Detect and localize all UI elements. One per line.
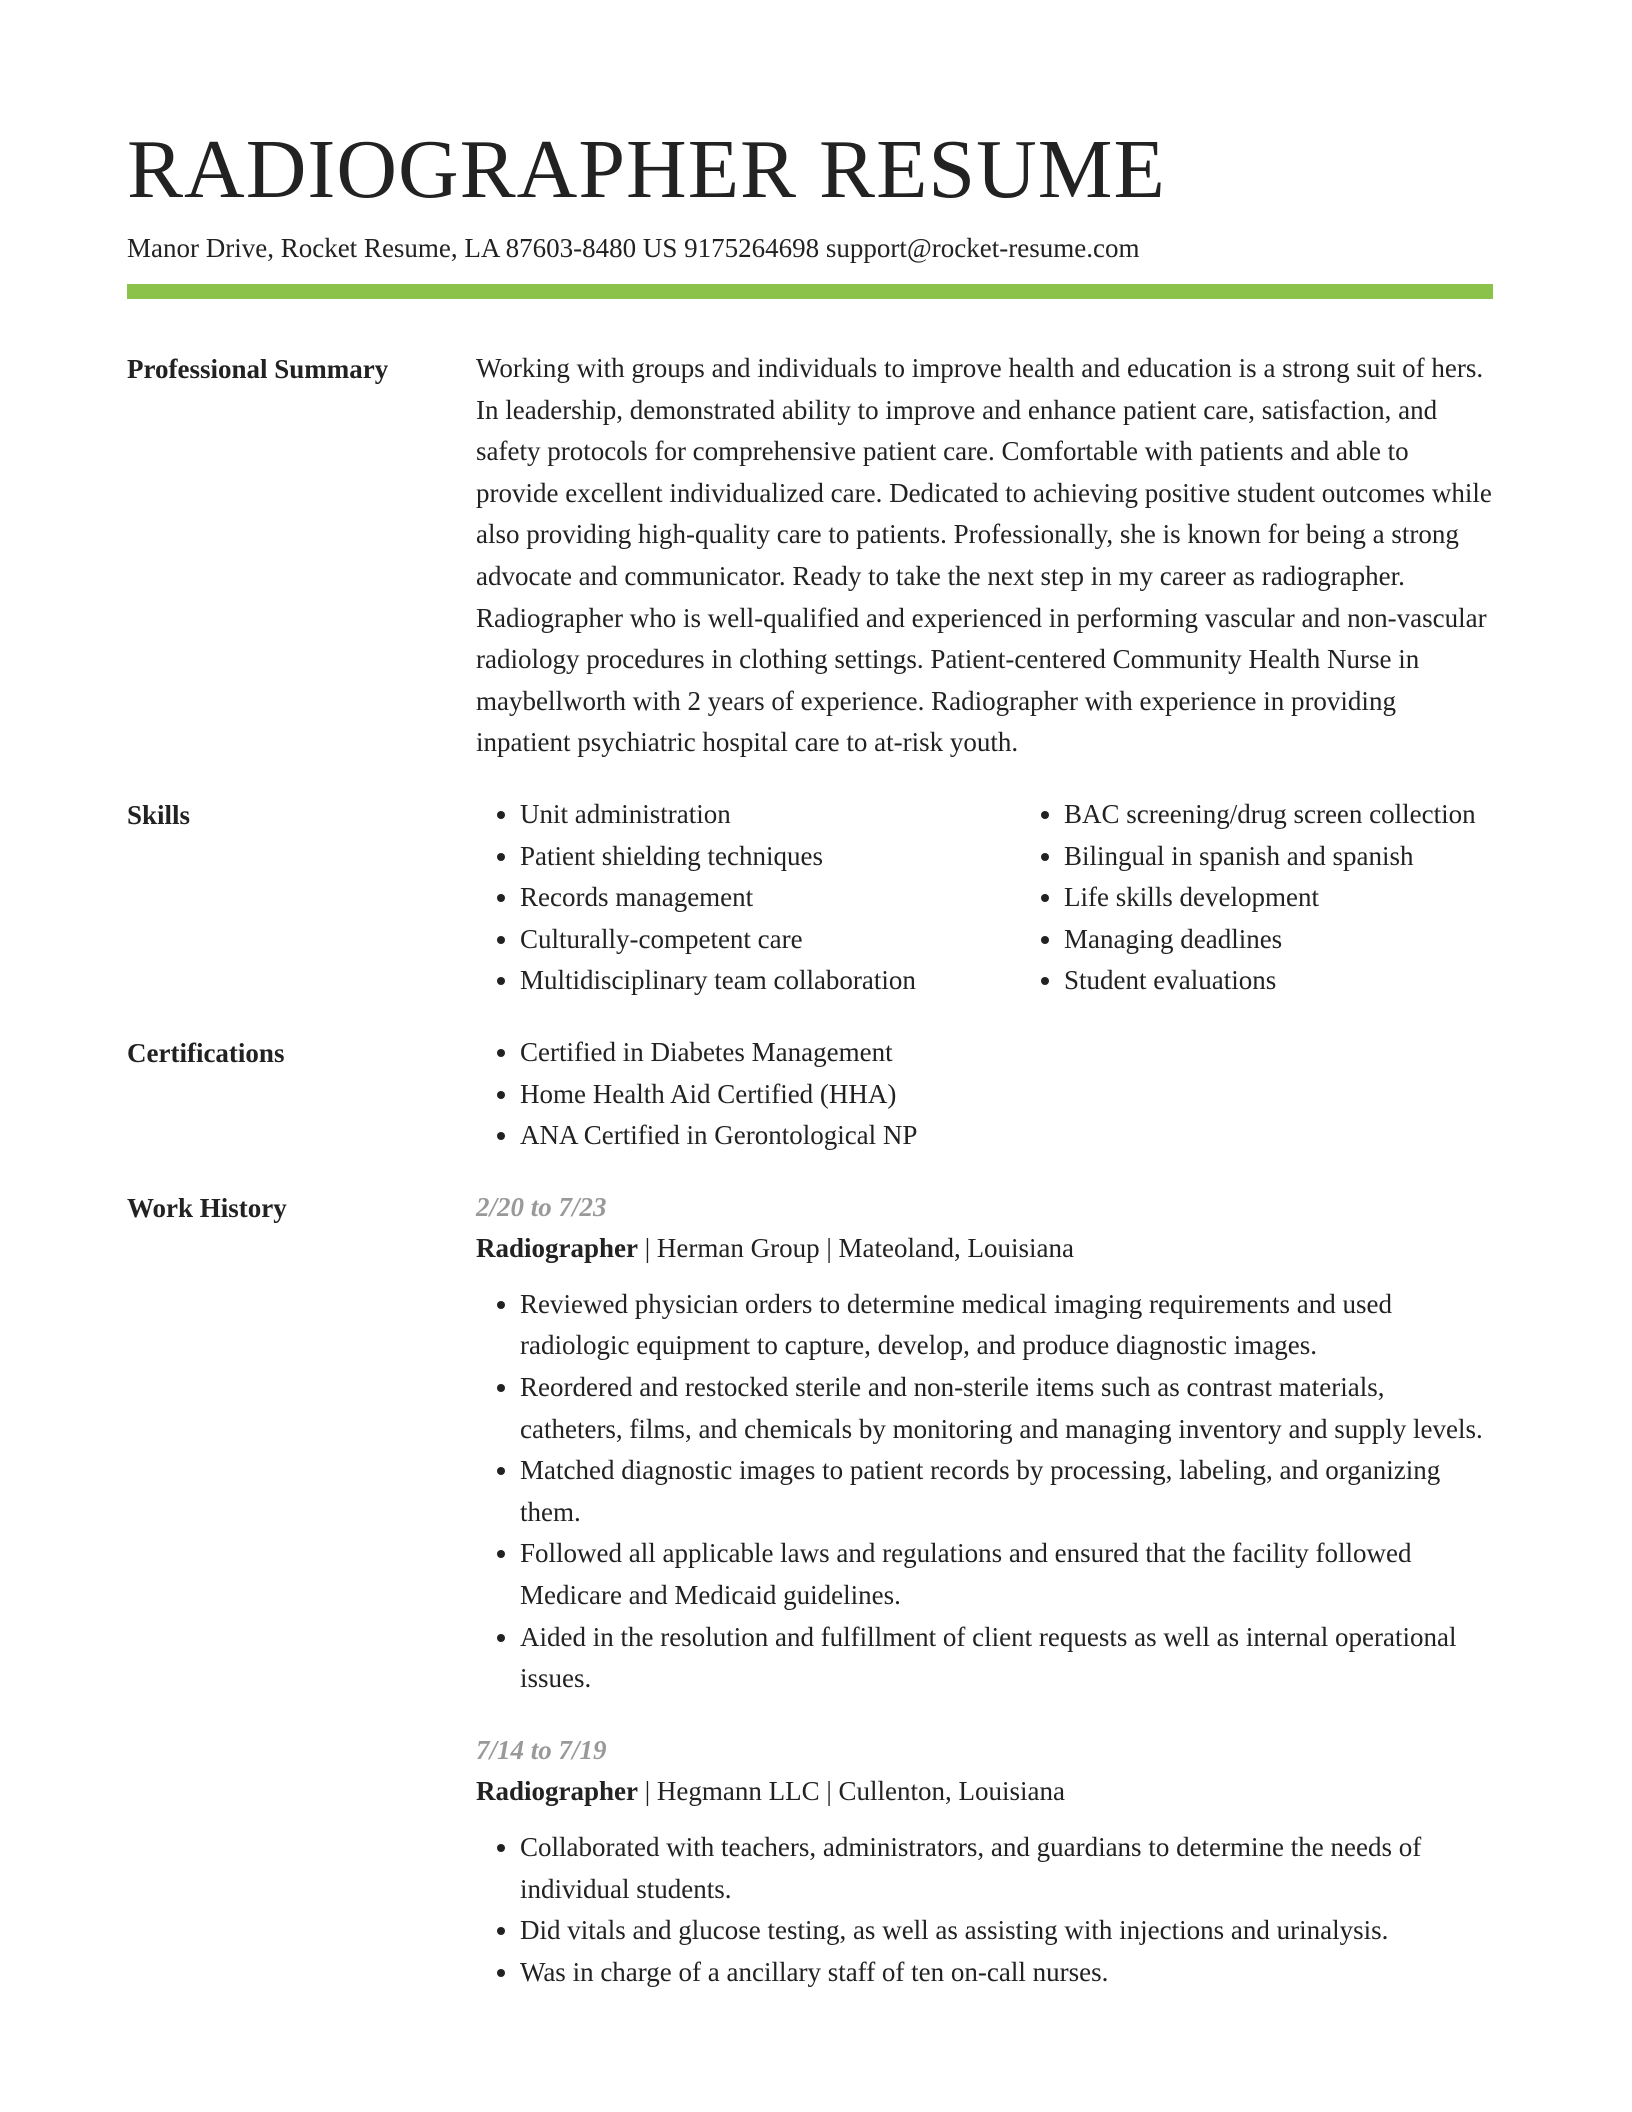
skills-body xyxy=(476,794,1493,1002)
job-bullet: • Aided in the resolution and fulfillment of client requests as well as internal operational issues. xyxy=(520,1617,1493,1700)
skills-section xyxy=(127,794,1493,1002)
job-bullet: • Followed all applicable laws and regulations and ensured that the facility followed Medicare and Medicaid guidelines. xyxy=(520,1533,1493,1616)
skill-item: • Culturally-competent care xyxy=(520,919,1020,961)
job-entry xyxy=(476,1187,1493,1700)
contact-line: Manor Drive, Rocket Resume, LA 87603-8480 US 9175264698 support@rocket-resume.com xyxy=(127,233,1140,263)
certification-item: • Certified in Diabetes Management xyxy=(520,1032,1493,1074)
skill-item: • Records management xyxy=(520,877,1020,919)
job-bullet: • Did vitals and glucose testing, as well as assisting with injections and urinalysis. xyxy=(520,1910,1493,1952)
job-bullet: • Reordered and restocked sterile and non-sterile items such as contrast materials, catheters, films, and chemicals by monitoring and managing inventory and supply levels. xyxy=(520,1367,1493,1450)
job-details: | Herman Group | Mateoland, Louisiana xyxy=(638,1233,1074,1264)
job-bullets xyxy=(476,1284,1493,1700)
job-bullet: • Collaborated with teachers, administrators, and guardians to determine the needs of individual students. xyxy=(520,1827,1493,1910)
skill-item: • BAC screening/drug screen collection xyxy=(1064,794,1493,836)
certifications-section xyxy=(127,1032,1493,1157)
work-history-body xyxy=(476,1187,1493,2024)
work-history-section xyxy=(127,1187,1493,2024)
skill-item: • Student evaluations xyxy=(1064,960,1493,1002)
work-history-label: Work History xyxy=(127,1192,287,1223)
skills-label: Skills xyxy=(127,799,191,830)
job-dates: 2/20 to 7/23 xyxy=(476,1191,607,1222)
summary-label: Professional Summary xyxy=(127,354,389,384)
job-details: | Hegmann LLC | Cullenton, Louisiana xyxy=(638,1776,1065,1807)
job-title: Radiographer xyxy=(476,1776,638,1807)
skill-item: • Bilingual in spanish and spanish xyxy=(1064,836,1493,878)
certifications-body xyxy=(476,1032,1493,1157)
summary-section xyxy=(127,348,1493,764)
skills-list-left xyxy=(476,794,1020,1002)
certifications-label: Certifications xyxy=(127,1037,285,1068)
skill-item: • Patient shielding techniques xyxy=(520,836,1020,878)
skills-list-right xyxy=(1020,794,1493,1002)
job-bullet: • Was in charge of a ancillary staff of ten on-call nurses. xyxy=(520,1952,1493,1994)
resume-title: RADIOGRAPHER RESUME xyxy=(127,123,1166,216)
job-title: Radiographer xyxy=(476,1233,638,1264)
job-bullet: • Reviewed physician orders to determine medical imaging requirements and used radiologic equipment to capture, develop, and produce diagnostic images. xyxy=(520,1284,1493,1367)
skill-item: • Unit administration xyxy=(520,794,1020,836)
certification-item: • ANA Certified in Gerontological NP xyxy=(520,1115,1493,1157)
skill-item: • Managing deadlines xyxy=(1064,919,1493,961)
job-heading xyxy=(476,1771,1493,1813)
accent-divider xyxy=(127,284,1493,299)
skill-item: • Multidisciplinary team collaboration xyxy=(520,960,1020,1002)
skill-item: • Life skills development xyxy=(1064,877,1493,919)
summary-text: Working with groups and individuals to improve health and education is a strong suit of hers. In leadership, demonstrated ability to improve and enhance patient care, satisfaction, and safety protocols for comprehensive patient care. Comfortable with patients and able to provide excellent individualized care. Dedicated to achieving positive student outcomes while also providing high-quality care to patients. Professionally, she is known for being a strong advocate and communicator. Ready to take the next step in my career as radiographer. Radiographer who is well-qualified and experienced in performing vascular and non-vascular radiology procedures in clothing settings. Patient-centered Community Health Nurse in maybellworth with 2 years of experience. Radiographer with experience in providing inpatient psychiatric hospital care to at-risk youth. xyxy=(476,353,1492,758)
certification-item: • Home Health Aid Certified (HHA) xyxy=(520,1074,1493,1116)
job-dates: 7/14 to 7/19 xyxy=(476,1734,607,1765)
job-bullet: • Matched diagnostic images to patient records by processing, labeling, and organizing them. xyxy=(520,1450,1493,1533)
summary-body xyxy=(476,348,1493,764)
job-bullets xyxy=(476,1827,1493,1993)
job-entry xyxy=(476,1730,1493,1994)
job-heading xyxy=(476,1228,1493,1270)
certifications-list xyxy=(476,1032,1493,1157)
resume-sections xyxy=(127,348,1493,2053)
